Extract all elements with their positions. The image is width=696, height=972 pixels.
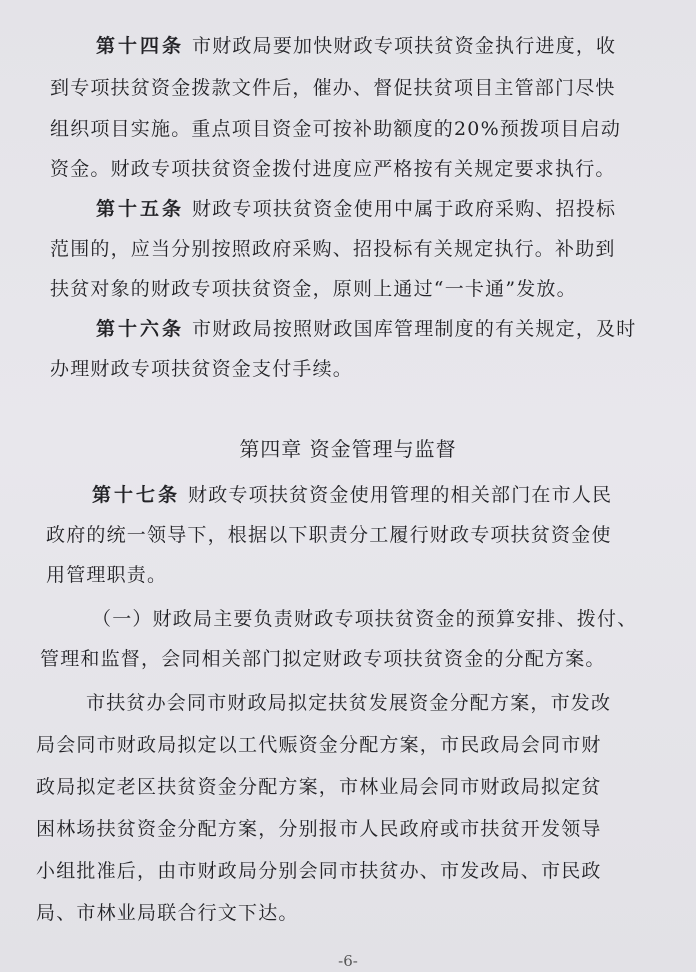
article-14-line-4: 资金。财政专项扶贫资金拨付进度应严格按有关规定要求执行。 [50,158,616,180]
para-line-4: 困林场扶贫资金分配方案，分别报市人民政府或市扶贫开发领导 [36,818,602,840]
para-line-5: 小组批准后，由市财政局分别会同市扶贫办、市发改局、市民政 [36,860,602,882]
article-15-line-2: 范围的，应当分别按照政府采购、招投标有关规定执行。补助到 [50,238,616,260]
article-16-label: 第十六条 [96,318,185,340]
article-15-line-1: 第十五条 财政专项扶贫资金使用中属于政府采购、招投标 [96,198,617,220]
article-17-line-3: 用管理职责。 [46,564,168,586]
page-number: -6- [338,952,358,970]
item-1-line-1: （一）财政局主要负责财政专项扶贫资金的预算安排、拨付、 [92,608,638,630]
article-17-line-2: 政府的统一领导下，根据以下职责分工履行财政专项扶贫资金使 [46,524,612,546]
article-15-label: 第十五条 [96,198,185,220]
para-line-1: 市扶贫办会同市财政局拟定扶贫发展资金分配方案，市发改 [86,692,612,714]
article-16-line-1: 第十六条 市财政局按照财政国库管理制度的有关规定，及时 [96,318,637,340]
para-line-3: 政局拟定老区扶贫资金分配方案，市林业局会同市财政局拟定贫 [36,776,602,798]
item-1-line-2: 管理和监督，会同相关部门拟定财政专项扶贫资金的分配方案。 [40,648,606,670]
article-14-line-3: 组织项目实施。重点项目资金可按补助额度的20%预拨项目启动 [50,118,622,140]
para-line-2: 局会同市财政局拟定以工代赈资金分配方案，市民政局会同市财 [36,734,602,756]
para-line-6: 局、市林业局联合行文下达。 [36,902,299,924]
article-15-line-3: 扶贫对象的财政专项扶贫资金，原则上通过“一卡通”发放。 [50,278,577,300]
article-17-label: 第十七条 [92,484,181,506]
article-16-line-2: 办理财政专项扶贫资金支付手续。 [50,358,354,380]
article-14-line-1: 第十四条 市财政局要加快财政专项扶贫资金执行进度，收 [96,35,617,57]
article-14-line-2: 到专项扶贫资金拨款文件后，催办、督促扶贫项目主管部门尽快 [50,77,616,99]
chapter-title: 第四章 资金管理与监督 [239,437,457,461]
article-14-label: 第十四条 [96,35,185,57]
article-17-line-1: 第十七条 财政专项扶贫资金使用管理的相关部门在市人民 [92,484,613,506]
